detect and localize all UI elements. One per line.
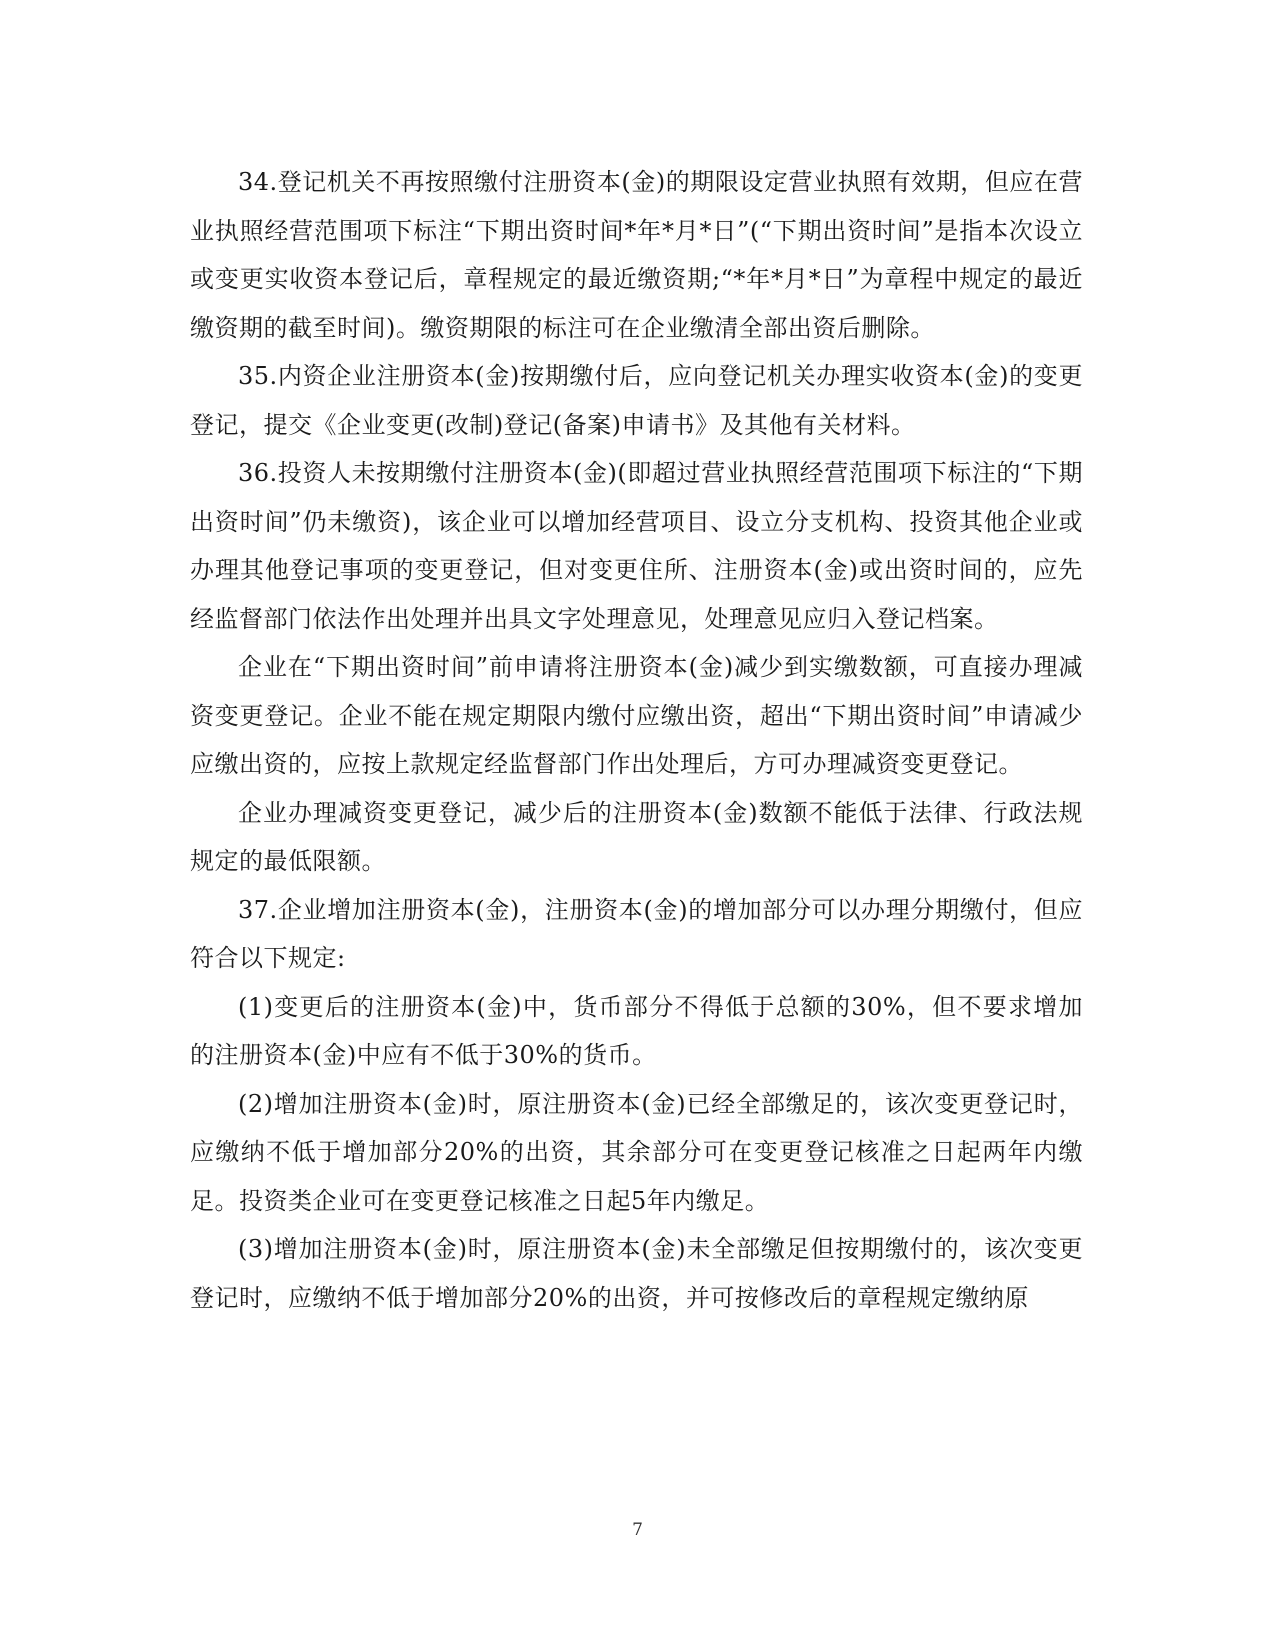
paragraph-36: 36.投资人未按期缴付注册资本(金)(即超过营业执照经营范围项下标注的“下期出资时间”仍未缴资)，该企业可以增加经营项目、设立分支机构、投资其他企业或办理其他登记事项的变更登记，但对变更住所、注册资本(金)或出资时间的，应先经监督部门依法作出处理并出具文字处理意见，处理意见应归入登记档案。	[190, 459, 1083, 633]
paragraph-37-item-1: (1)变更后的注册资本(金)中，货币部分不得低于总额的30%，但不要求增加的注册资本(金)中应有不低于30%的货币。	[190, 992, 1083, 1069]
paragraph-36-minimum: 企业办理减资变更登记，减少后的注册资本(金)数额不能低于法律、行政法规规定的最低限额。	[190, 798, 1083, 875]
paragraph-35: 35.内资企业注册资本(金)按期缴付后，应向登记机关办理实收资本(金)的变更登记，提交《企业变更(改制)登记(备案)申请书》及其他有关材料。	[190, 362, 1083, 439]
paragraph-37-item-2: (2)增加注册资本(金)时，原注册资本(金)已经全部缴足的，该次变更登记时，应缴纳不低于增加部分20%的出资，其余部分可在变更登记核准之日起两年内缴足。投资类企业可在变更登记核准之日起5年内缴足。	[190, 1089, 1083, 1215]
paragraph-37: 37.企业增加注册资本(金)，注册资本(金)的增加部分可以办理分期缴付，但应符合以下规定:	[190, 895, 1083, 972]
paragraph-37-item-3: (3)增加注册资本(金)时，原注册资本(金)未全部缴足但按期缴付的，该次变更登记时，应缴纳不低于增加部分20%的出资，并可按修改后的章程规定缴纳原	[190, 1235, 1083, 1312]
paragraph-36-reduction: 企业在“下期出资时间”前申请将注册资本(金)减少到实缴数额，可直接办理减资变更登记。企业不能在规定期限内缴付应缴出资，超出“下期出资时间”申请减少应缴出资的，应按上款规定经监督部门作出处理后，方可办理减资变更登记。	[190, 653, 1083, 778]
document-body	[190, 158, 1083, 1322]
page-number: 7	[632, 1520, 643, 1540]
paragraph-34: 34.登记机关不再按照缴付注册资本(金)的期限设定营业执照有效期，但应在营业执照经营范围项下标注“下期出资时间*年*月*日”(“下期出资时间”是指本次设立或变更实收资本登记后，章程规定的最近缴资期;“*年*月*日”为章程中规定的最近缴资期的截至时间)。缴资期限的标注可在企业缴清全部出资后删除。	[190, 168, 1083, 342]
